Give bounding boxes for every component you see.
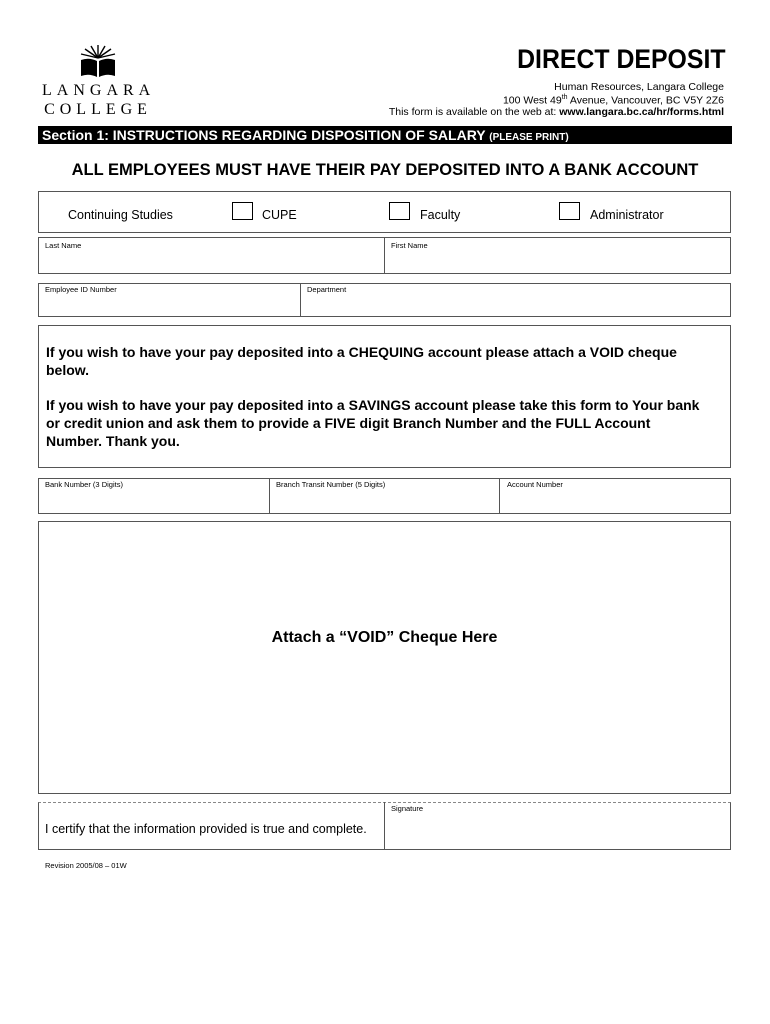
category-continuing-studies-label: Continuing Studies bbox=[68, 208, 173, 222]
book-logo-icon bbox=[78, 44, 118, 78]
street-address-suffix: Avenue, Vancouver, BC V5Y 2Z6 bbox=[567, 94, 724, 107]
forms-url-link[interactable]: www.langara.bc.ca/hr/forms.html bbox=[559, 106, 724, 118]
savings-instructions: If you wish to have your pay deposited into a SAVINGS account please take this form to Your bank or credit union and ask them to provide a FIVE digit Branch Number and the FULL Account Number. Thank you. bbox=[46, 397, 700, 449]
bank-row-divider-1 bbox=[269, 478, 270, 514]
first-name-field[interactable]: First Name bbox=[391, 241, 428, 250]
street-address bbox=[503, 94, 724, 107]
college-logo bbox=[42, 44, 154, 120]
department-field[interactable]: Department bbox=[307, 285, 347, 294]
certification-statement: I certify that the information provided is true and complete. bbox=[45, 822, 367, 836]
street-address-prefix: 100 West 49 bbox=[502, 94, 562, 107]
name-row-divider bbox=[384, 237, 385, 274]
street-address-sup: th bbox=[561, 94, 568, 101]
logo-wordmark-top: LANGARA bbox=[42, 82, 156, 99]
deposit-notice: ALL EMPLOYEES MUST HAVE THEIR PAY DEPOSITED INTO A BANK ACCOUNT bbox=[71, 161, 699, 179]
section-1-note: (PLEASE PRINT) bbox=[489, 132, 569, 143]
branch-transit-field[interactable]: Branch Transit Number (5 Digits) bbox=[276, 480, 386, 489]
id-row-box bbox=[38, 283, 731, 317]
logo-wordmark-bottom: COLLEGE bbox=[44, 101, 152, 118]
certification-divider bbox=[384, 802, 385, 850]
administrator-checkbox[interactable] bbox=[559, 202, 580, 220]
last-name-field[interactable]: Last Name bbox=[45, 241, 82, 250]
account-number-field[interactable]: Account Number bbox=[507, 480, 563, 489]
page-title: DIRECT DEPOSIT bbox=[517, 44, 726, 74]
web-availability bbox=[389, 106, 724, 118]
cupe-checkbox[interactable] bbox=[232, 202, 253, 220]
id-row-divider bbox=[300, 283, 301, 317]
category-faculty-label: Faculty bbox=[420, 208, 461, 222]
bank-number-field[interactable]: Bank Number (3 Digits) bbox=[45, 480, 123, 489]
revision-note: Revision 2005/08 – 01W bbox=[45, 861, 127, 870]
faculty-checkbox[interactable] bbox=[389, 202, 410, 220]
void-cheque-area[interactable] bbox=[38, 521, 731, 794]
bank-row-divider-2 bbox=[499, 478, 500, 514]
category-cupe-label: CUPE bbox=[262, 208, 297, 222]
web-availability-text: This form is available on the web at: bbox=[388, 106, 560, 118]
section-1-title: Section 1: INSTRUCTIONS REGARDING DISPOSITION OF SALARY bbox=[42, 127, 490, 143]
category-administrator-label: Administrator bbox=[590, 208, 664, 222]
department-name: Human Resources, Langara College bbox=[554, 81, 724, 93]
employee-id-field[interactable]: Employee ID Number bbox=[45, 285, 117, 294]
chequing-instructions: If you wish to have your pay deposited into a CHEQUING account please attach a VOID cheque below. bbox=[46, 344, 677, 378]
signature-field[interactable]: Signature bbox=[391, 804, 424, 813]
section-1-header bbox=[38, 126, 732, 144]
void-cheque-caption: Attach a “VOID” Cheque Here bbox=[271, 629, 498, 646]
